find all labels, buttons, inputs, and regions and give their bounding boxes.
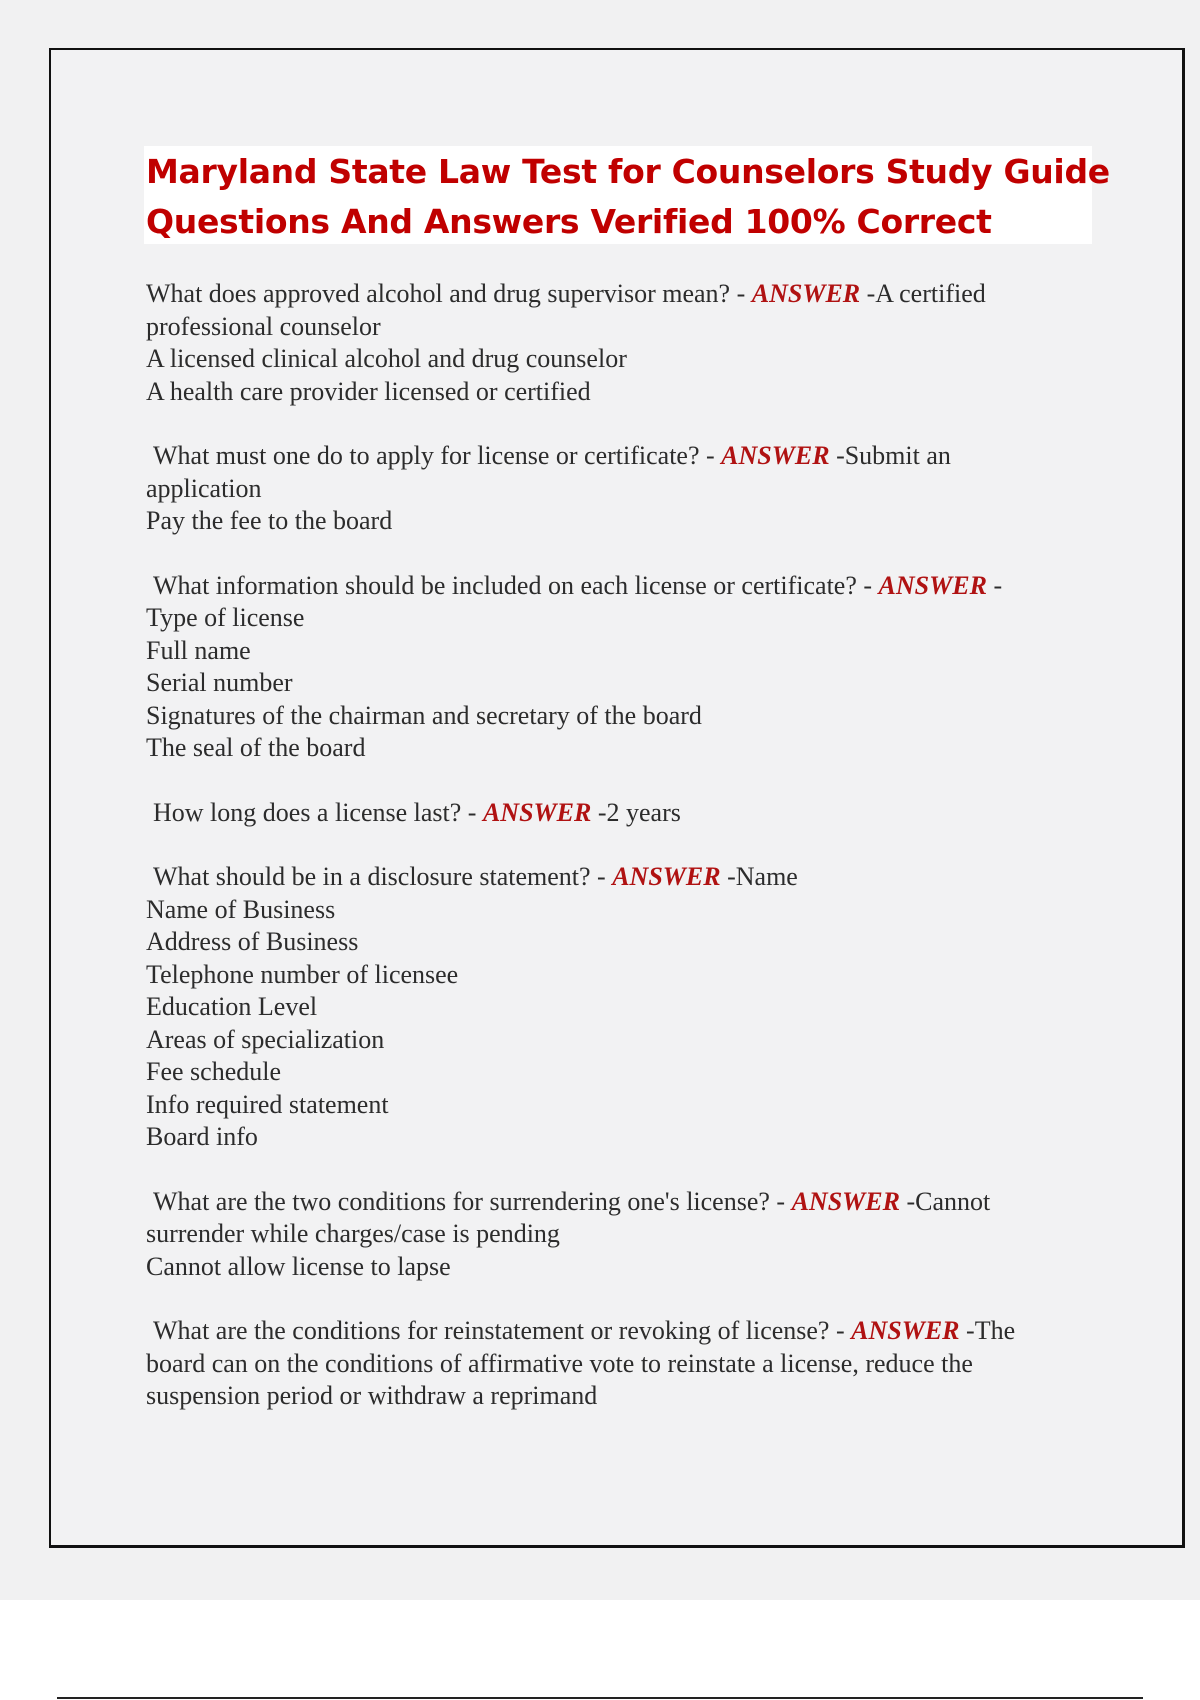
qa-list [146, 278, 1086, 1445]
qa-item [146, 797, 1086, 830]
answer-line: board can on the conditions of affirmative vote to reinstate a license, reduce the [146, 1348, 973, 1378]
answer-label: ANSWER [612, 862, 721, 891]
answer-line: suspension period or withdraw a reprimand [146, 1381, 598, 1410]
question-line [146, 797, 1086, 830]
answer-label: ANSWER [751, 279, 861, 308]
answer-line: professional counselor [146, 311, 381, 341]
answer-line: Serial number [146, 668, 293, 697]
question-text: What are the two conditions for surrendering one's license? - [153, 1186, 792, 1216]
answer-line: application [146, 473, 262, 503]
answer-line: Name of Business [146, 894, 336, 924]
question-text: What are the conditions for reinstatement or revoking of license? - [153, 1316, 852, 1345]
question-line [146, 1315, 1086, 1348]
answer-line: surrender while charges/case is pending [146, 1219, 560, 1248]
answer-label: ANSWER [791, 1186, 900, 1216]
answer-line: Board info [146, 1122, 258, 1151]
answer-label: ANSWER [482, 797, 592, 827]
answer-text: -Cannot [899, 1186, 991, 1216]
question-text: What should be in a disclosure statement? - [153, 862, 613, 891]
qa-item [146, 861, 1086, 1154]
answer-line: Areas of specialization [146, 1024, 385, 1054]
answer-line: Telephone number of licensee [146, 959, 459, 989]
question-line [146, 1186, 1086, 1219]
answer-text: -2 years [591, 797, 681, 827]
qa-item [146, 278, 1086, 408]
answer-text: -Name [720, 862, 798, 891]
qa-item [146, 1186, 1086, 1284]
answer-line: Fee schedule [146, 1057, 282, 1086]
question-text: What information should be included on each license or certificate? - [153, 570, 879, 600]
answer-text: -A certified [860, 279, 986, 308]
qa-item [146, 570, 1086, 765]
document-title-line-1: Maryland State Law Test for Counselors Study Guide [146, 152, 1110, 191]
answer-line: Education Level [146, 992, 318, 1021]
answer-line: Type of license [146, 603, 305, 632]
document-title-line-2: Questions And Answers Verified 100% Correct [146, 202, 992, 241]
question-line [146, 440, 1086, 473]
answer-label: ANSWER [851, 1316, 960, 1345]
answer-line: Cannot allow license to lapse [146, 1251, 451, 1281]
question-line [146, 861, 1086, 894]
answer-text: -Submit an [829, 441, 951, 470]
answer-line: The seal of the board [146, 733, 366, 762]
question-line [146, 570, 1086, 603]
answer-line: Signatures of the chairman and secretary of the board [146, 700, 702, 730]
qa-item [146, 1315, 1086, 1413]
question-line [146, 278, 1086, 311]
answer-text: - [986, 570, 1003, 600]
footer-rule [57, 1697, 1143, 1699]
answer-line: Info required statement [146, 1089, 389, 1119]
answer-line: Address of Business [146, 927, 359, 956]
answer-line: A health care provider licensed or certified [146, 376, 591, 406]
question-text: What does approved alcohol and drug supervisor mean? - [146, 279, 752, 308]
answer-label: ANSWER [721, 441, 830, 470]
answer-text: -The [959, 1316, 1016, 1345]
answer-line: Full name [146, 635, 251, 665]
answer-line: A licensed clinical alcohol and drug counselor [146, 344, 627, 373]
answer-line: Pay the fee to the board [146, 506, 393, 535]
answer-label: ANSWER [878, 570, 987, 600]
question-text: What must one do to apply for license or certificate? - [153, 441, 722, 470]
question-text: How long does a license last? - [153, 797, 483, 827]
qa-item [146, 440, 1086, 538]
